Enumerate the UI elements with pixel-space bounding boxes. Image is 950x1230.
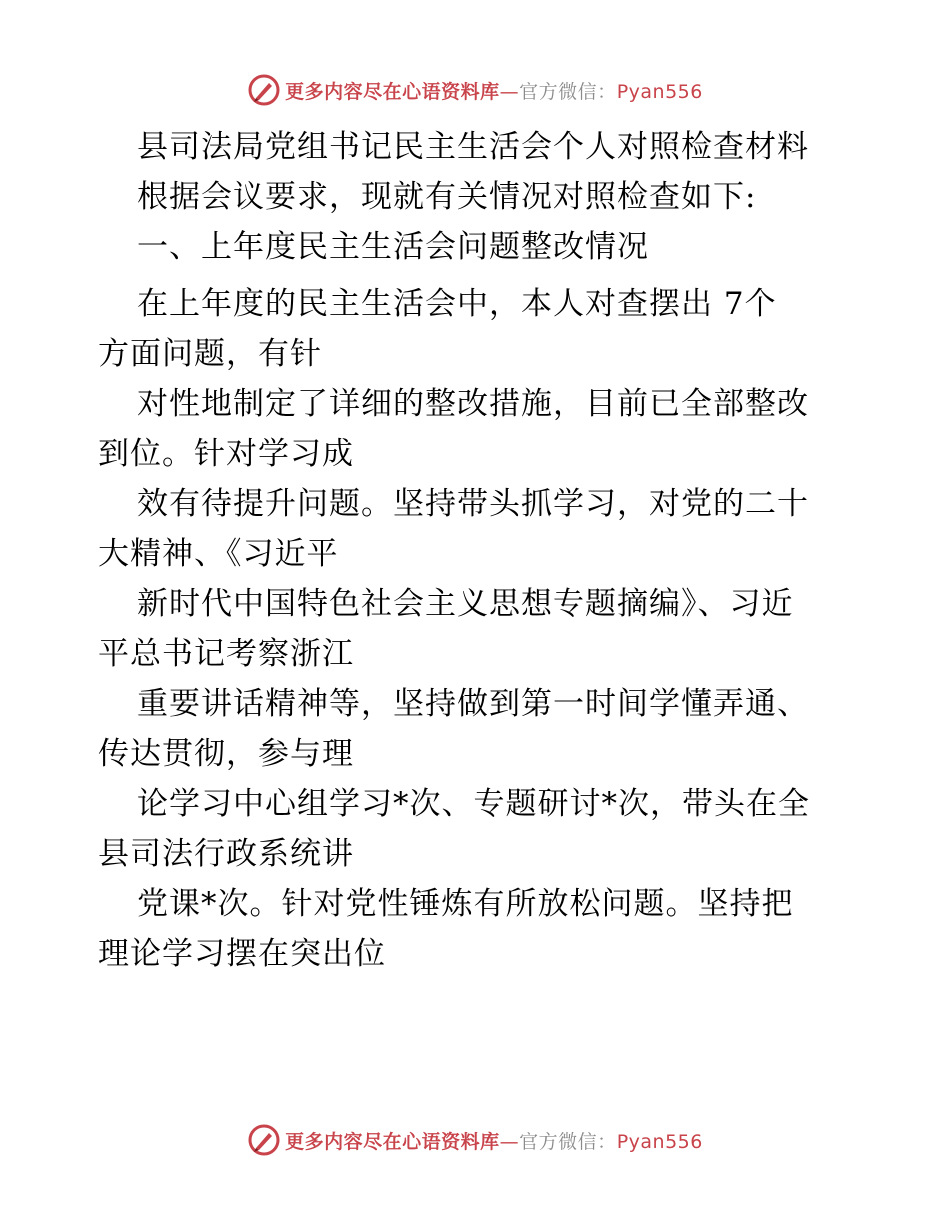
paragraph-line: 到位。针对学习成: [98, 436, 354, 472]
document-body: [98, 122, 858, 979]
pen-logo-icon: [247, 73, 281, 107]
paragraph-line: 县司法行政系统讲: [98, 836, 354, 872]
watermark-text: [285, 1127, 703, 1154]
paragraph-line: 新时代中国特色社会主义思想专题摘编》、习近: [137, 586, 794, 622]
document-title: 县司法局党组书记民主生活会个人对照检查材料: [137, 129, 809, 165]
watermark-wechat-id: Pyan556: [616, 1130, 703, 1153]
watermark-site-name: 更多内容尽在心语资料库: [285, 1130, 500, 1153]
watermark-wechat-id: Pyan556: [616, 80, 703, 103]
paragraph-line: 在上年度的民主生活会中，本人对查摆出 7个: [137, 286, 777, 322]
watermark-dash: —: [499, 80, 520, 103]
paragraph-line: 效有待提升问题。坚持带头抓学习，对党的二十: [137, 486, 809, 522]
paragraph-line: 党课*次。针对党性锤炼有所放松问题。坚持把: [137, 886, 794, 922]
watermark-site-name: 更多内容尽在心语资料库: [285, 80, 500, 103]
pen-logo-icon: [247, 1123, 281, 1157]
watermark-wechat-label: 官方微信：: [519, 1130, 617, 1153]
watermark-banner-bottom: [0, 1120, 950, 1160]
watermark-banner-top: [0, 70, 950, 110]
paragraph-line: 传达贯彻，参与理: [98, 736, 354, 772]
paragraph-line: 论学习中心组学习*次、专题研讨*次，带头在全: [137, 786, 810, 822]
paragraph-line: 平总书记考察浙江: [98, 636, 354, 672]
watermark-wechat-label: 官方微信：: [519, 80, 617, 103]
paragraph-line: 根据会议要求，现就有关情况对照检查如下:: [137, 179, 757, 215]
spacer: [98, 272, 858, 279]
paragraph-line: 重要讲话精神等，坚持做到第一时间学懂弄通、: [137, 686, 809, 722]
paragraph-line: 方面问题，有针: [98, 336, 322, 372]
watermark-dash: —: [499, 1130, 520, 1153]
paragraph-line: 大精神、《习近平: [98, 536, 339, 572]
paragraph-line: 一、上年度民主生活会问题整改情况: [137, 229, 649, 265]
watermark-text: [285, 77, 703, 104]
paragraph-line: 理论学习摆在突出位: [98, 936, 386, 972]
paragraph-line: 对性地制定了详细的整改措施，目前已全部整改: [137, 386, 809, 422]
